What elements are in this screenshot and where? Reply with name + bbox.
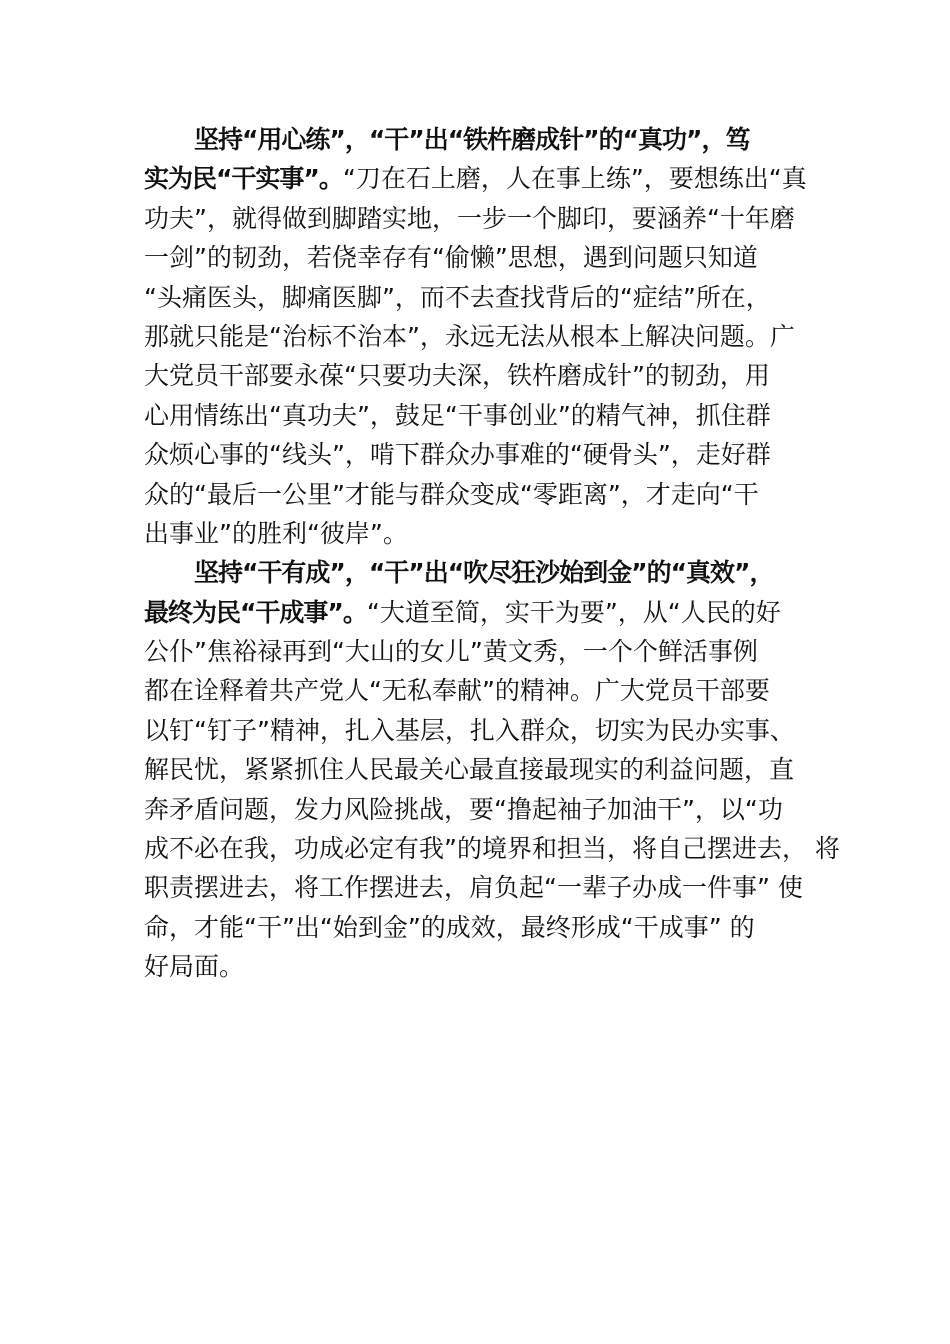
- body-text: 心用情练出“真功夫”，鼓足“干事创业”的精气神，抓住群: [144, 400, 771, 430]
- body-text: 奔矛盾问题，发力风险挑战，要“撸起袖子加油干”，以“功: [144, 794, 783, 824]
- body-text: 功夫”，就得做到脚踏实地，一步一个脚印，要涵养“十年磨: [144, 203, 795, 233]
- text-line: [144, 947, 812, 986]
- bold-heading-text: 坚持“用心练”，“干”出“铁杵磨成针”的“真功”，笃: [194, 125, 750, 154]
- body-text: 成不必在我，功成必定有我”的境界和担当，将自己摆进去， 将: [144, 834, 840, 864]
- text-line: [144, 593, 812, 632]
- body-text: 出事业”的胜利“彼岸”。: [144, 518, 408, 548]
- text-line: [144, 553, 812, 592]
- text-line: [144, 356, 812, 395]
- body-text: 都在诠释着共产党人“无私奉献”的精神。广大党员干部要: [144, 676, 770, 706]
- text-line: [144, 671, 812, 710]
- text-line: [144, 317, 812, 356]
- text-line: [144, 435, 812, 474]
- bold-heading-text: 最终为民“干成事”。: [144, 597, 367, 627]
- paragraph: [144, 120, 812, 553]
- body-text: 好局面。: [144, 952, 245, 982]
- body-text: 公仆”焦裕禄再到“大山的女儿”黄文秀，一个个鲜活事例: [144, 637, 758, 667]
- text-line: [144, 750, 812, 789]
- text-line: [144, 278, 812, 317]
- body-text: 大党员干部要永葆“只要功夫深，铁杵磨成针”的韧劲，用: [144, 361, 770, 391]
- body-text: 众烦心事的“线头”，啃下群众办事难的“硬骨头”，走好群: [144, 440, 771, 470]
- text-line: [144, 829, 840, 868]
- body-text: 解民忧，紧紧抓住人民最关心最直接最现实的利益问题，直: [144, 755, 795, 785]
- text-line: [144, 238, 812, 277]
- text-line: [144, 790, 812, 829]
- body-text: “头痛医头，脚痛医脚”，而不去查找背后的“症结”所在，: [144, 282, 771, 312]
- body-text: 众的“最后一公里”才能与群众变成“零距离”，才走向“干: [144, 479, 759, 509]
- text-line: [144, 199, 812, 238]
- body-text: 职责摆进去，将工作摆进去，肩负起“一辈子办成一件事” 使: [144, 873, 803, 903]
- bold-heading-text: 坚持“干有成”，“干”出“吹尽狂沙始到金”的“真效”，: [194, 558, 774, 588]
- body-text: “刀在石上磨，人在事上练”，要想练出“真: [342, 164, 807, 194]
- text-line: [144, 120, 812, 159]
- body-text: 那就只能是“治标不治本”，永远无法从根本上解决问题。广: [144, 321, 795, 351]
- text-line: [144, 632, 812, 671]
- text-line: [144, 908, 812, 947]
- text-line: [144, 396, 812, 435]
- body-text: 一剑”的韧劲，若侥幸存有“偷懒”思想，遇到问题只知道: [144, 243, 758, 273]
- paragraph: [144, 553, 840, 986]
- text-line: [144, 159, 812, 198]
- text-line: [144, 868, 812, 907]
- body-text: “大道至简，实干为要”，从“人民的好: [366, 597, 781, 627]
- document-body: [144, 120, 840, 987]
- text-line: [144, 711, 812, 750]
- text-line: [144, 514, 812, 553]
- body-text: 以钉“钉子”精神，扎入基层，扎入群众，切实为民办实事、: [144, 715, 795, 745]
- text-line: [144, 475, 812, 514]
- bold-heading-text: 实为民“干实事”。: [144, 164, 343, 194]
- body-text: 命，才能“干”出“始到金”的成效，最终形成“干成事” 的: [144, 912, 755, 942]
